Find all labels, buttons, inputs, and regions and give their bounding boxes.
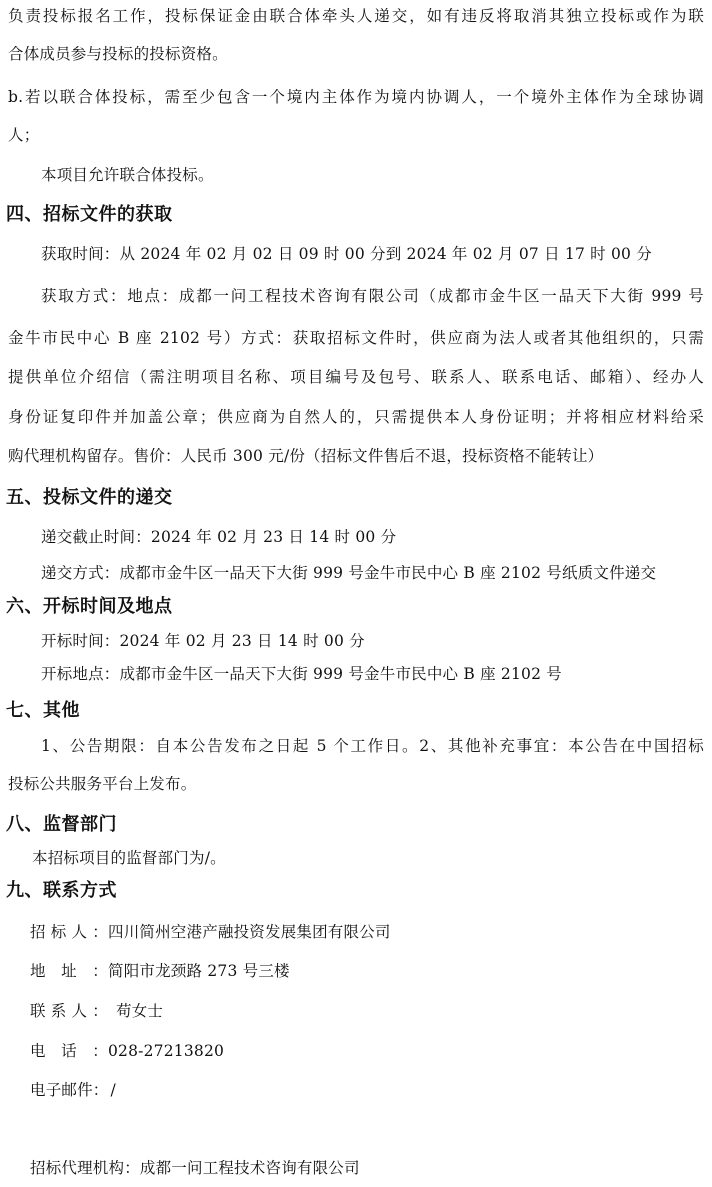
paragraph-line: 合体成员参与投标的投标资格。	[8, 45, 228, 63]
other-info: 投标公共服务平台上发布。	[8, 775, 197, 793]
section-heading: 九、联系方式	[6, 880, 117, 901]
acquisition-method: 身份证复印件并加盖公章；供应商为自然人的，只需提供本人身份证明；并将相应材料给采	[8, 408, 704, 426]
section-heading: 七、其他	[6, 700, 80, 721]
contact-label: 联系人：	[30, 1002, 108, 1020]
submission-deadline: 递交截止时间：2024 年 02 月 23 日 14 时 00 分	[41, 528, 397, 546]
email-value: /	[110, 1081, 116, 1099]
agency-label: 招标代理机构：	[30, 1159, 140, 1177]
address-label: 地址：	[30, 962, 108, 980]
acquisition-method: 购代理机构留存。售价：人民币 300 元/份（招标文件售后不退，投标资格不能转让）	[8, 447, 604, 465]
email-label: 电子邮件：	[30, 1081, 109, 1099]
acquisition-method: 获取方式：地点：成都一问工程技术咨询有限公司（成都市金牛区一品天下大街 999 号	[41, 287, 704, 305]
address-value: 简阳市龙颈路 273 号三楼	[108, 962, 290, 980]
paragraph-line: b.若以联合体投标，需至少包含一个境内主体作为境内协调人，一个境外主体作为全球协调	[8, 88, 704, 106]
other-info: 1、公告期限：自本公告发布之日起 5 个工作日。2、其他补充事宜：本公告在中国招标	[41, 737, 704, 755]
section-heading: 八、监督部门	[6, 814, 117, 835]
tenderer-label: 招标人：	[30, 923, 108, 941]
acquisition-method: 金牛市民中心 B 座 2102 号）方式：获取招标文件时，供应商为法人或者其他组织的，只需	[8, 329, 704, 347]
paragraph-line: 负责投标报名工作，投标保证金由联合体牵头人递交，如有违反将取消其独立投标或作为联	[8, 7, 704, 25]
tenderer-value: 四川简州空港产融投资发展集团有限公司	[108, 923, 391, 941]
supervision-text: 本招标项目的监督部门为/。	[32, 849, 226, 867]
section-heading: 六、开标时间及地点	[6, 596, 173, 617]
phone-row	[30, 1044, 224, 1060]
opening-time: 开标时间：2024 年 02 月 23 日 14 时 00 分	[41, 632, 365, 650]
paragraph-line: 人；	[8, 126, 40, 144]
address-row	[30, 964, 290, 980]
section-heading: 四、招标文件的获取	[6, 204, 173, 225]
opening-place: 开标地点：成都市金牛区一品天下大街 999 号金牛市民中心 B 座 2102 号	[41, 665, 562, 683]
contact-row	[30, 1004, 163, 1020]
phone-label: 电话：	[30, 1042, 108, 1060]
tenderer-row	[30, 925, 391, 941]
phone-value: 028-27213820	[108, 1042, 225, 1060]
acquisition-method: 提供单位介绍信（需注明项目名称、项目编号及包号、联系人、联系电话、邮箱）、经办人	[8, 368, 704, 386]
submission-method: 递交方式：成都市金牛区一品天下大街 999 号金牛市民中心 B 座 2102 号纸质文件递交	[41, 564, 657, 582]
email-row	[30, 1083, 116, 1099]
section-heading: 五、投标文件的递交	[6, 487, 173, 508]
agency-value: 成都一问工程技术咨询有限公司	[139, 1159, 360, 1177]
paragraph-line: 本项目允许联合体投标。	[41, 166, 214, 184]
agency-row	[30, 1161, 360, 1177]
contact-value: 苟女士	[116, 1002, 164, 1020]
acquisition-time: 获取时间：从 2024 年 02 月 02 日 09 时 00 分到 2024 年 02 月 07 日 17 时 00 分	[41, 245, 652, 263]
